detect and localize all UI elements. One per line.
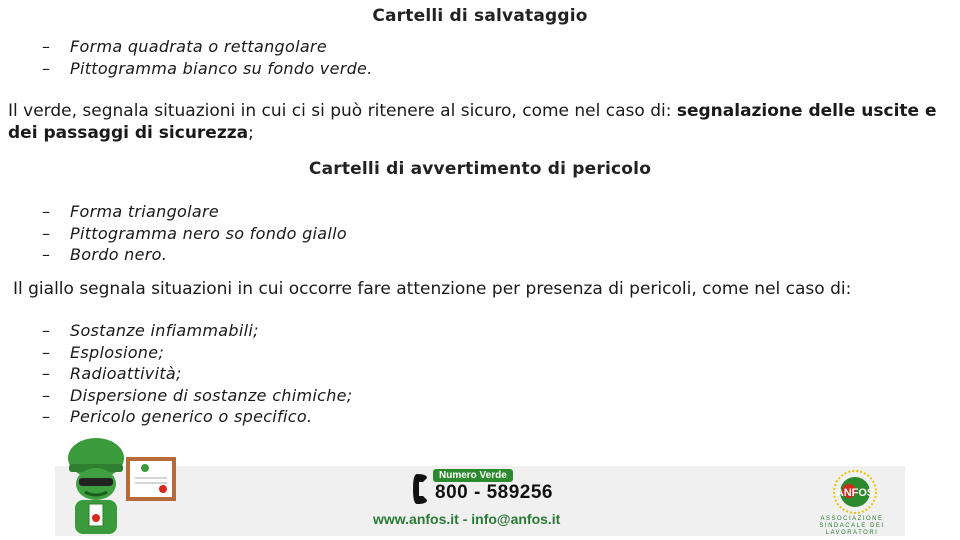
- list-item: – Pittogramma bianco su fondo verde.: [42, 58, 373, 78]
- bullet-dash: –: [42, 342, 51, 362]
- phone-number: 800 - 589256: [435, 482, 553, 503]
- certificate-icon: [125, 456, 177, 502]
- list-item: – Radioattività;: [42, 364, 182, 383]
- list-item: – Forma triangolare: [42, 202, 220, 221]
- list-item: – Dispersione di sostanze chimiche;: [42, 385, 353, 405]
- anfos-logo-icon: [825, 469, 885, 515]
- bullet-dash: –: [42, 37, 51, 56]
- mascot-worker-icon: [63, 434, 133, 536]
- list-item: – Esplosione;: [42, 342, 165, 362]
- bullet-dash: –: [42, 202, 51, 221]
- section-title-warning: Cartelli di avvertimento di pericolo: [308, 159, 652, 179]
- bullet-dash: –: [42, 407, 51, 426]
- phone-label: Numero Verde: [433, 469, 513, 482]
- phone-icon: [413, 472, 431, 506]
- warning-paragraph: Il giallo segnala situazioni in cui occorre fare attenzione per presenza di pericoli, come nel caso di:: [13, 279, 852, 299]
- logo-caption: ASSOCIAZIONE SINDACALE DEI LAVORATORI: [819, 516, 885, 536]
- footer-banner: [55, 466, 905, 536]
- rescue-highlight: segnalazione delle uscite e dei passaggi di sicurezza: [8, 101, 937, 143]
- bullet-dash: –: [42, 321, 51, 340]
- list-item: – Bordo nero.: [42, 245, 168, 264]
- contact-link[interactable]: www.anfos.it - info@anfos.it: [373, 511, 561, 527]
- logo-text: ANFOS: [835, 487, 875, 499]
- rescue-bullet-list: [42, 36, 373, 79]
- bullet-dash: –: [42, 245, 51, 264]
- warning-examples-list: [42, 320, 353, 428]
- bullet-dash: –: [42, 223, 51, 243]
- section-title-rescue: Cartelli di salvataggio: [372, 6, 588, 26]
- bullet-dash: –: [42, 364, 51, 383]
- rescue-paragraph: Il verde, segnala situazioni in cui ci si può ritenere al sicuro, come nel caso di: segnalazione delle uscite e dei passaggi di sicurezza;: [8, 101, 937, 143]
- bullet-dash: –: [42, 385, 51, 405]
- list-item: – Pittogramma nero so fondo giallo: [42, 223, 347, 243]
- list-item: – Forma quadrata o rettangolare: [42, 37, 327, 56]
- warning-bullet-list: [42, 201, 347, 266]
- list-item: – Pericolo generico o specifico.: [42, 407, 313, 426]
- list-item: – Sostanze infiammabili;: [42, 321, 259, 340]
- bullet-dash: –: [42, 58, 51, 78]
